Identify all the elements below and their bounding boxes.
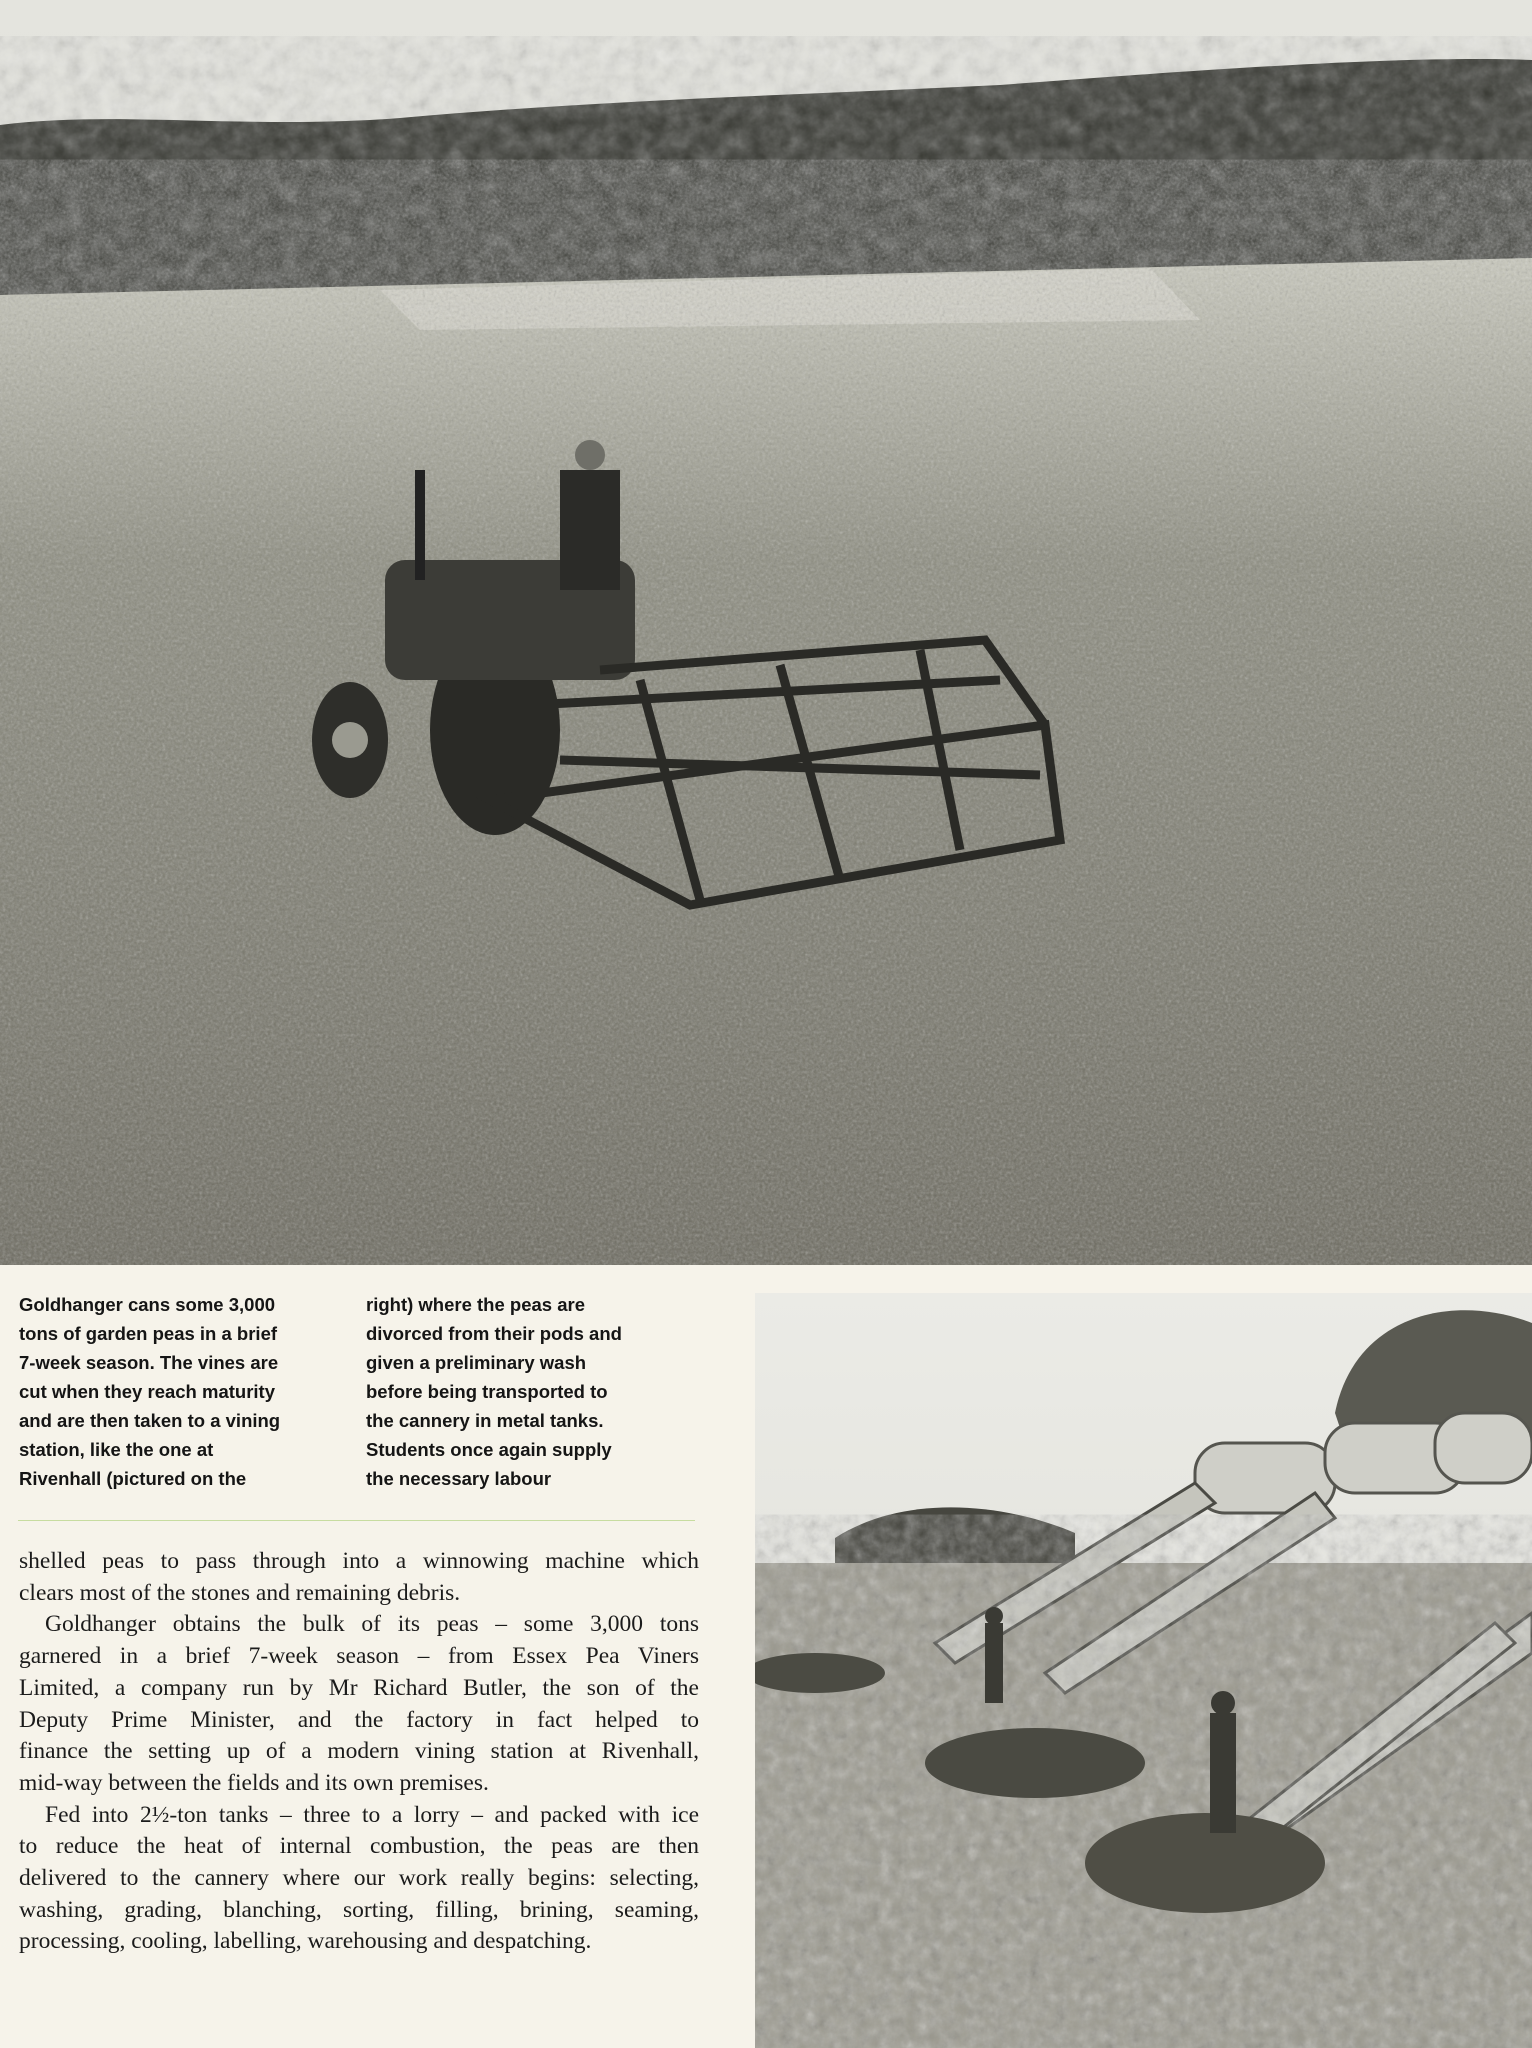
body-line: to reduce the heat of internal combustion, the peas are then: [19, 1833, 699, 1860]
caption-line: given a preliminary wash: [366, 1352, 587, 1373]
body-text: [19, 1546, 699, 1958]
body-line: processing, cooling, labelling, warehousing and despatching.: [19, 1928, 592, 1955]
vining-station-photo: [755, 1293, 1532, 2048]
body-line: delivered to the cannery where our work really begins: selecting,: [19, 1865, 699, 1892]
caption-line: the necessary labour: [366, 1468, 552, 1489]
caption-line: Students once again supply: [366, 1439, 612, 1460]
body-line: mid-way between the fields and its own premises.: [19, 1769, 489, 1796]
caption-line: before being transported to: [366, 1381, 608, 1402]
caption-line: right) where the peas are: [366, 1294, 585, 1315]
photo-caption-column-1: [19, 1290, 339, 1493]
body-line: garnered in a brief 7-week season – from Essex Pea Viners: [19, 1643, 699, 1670]
body-line: Goldhanger obtains the bulk of its peas – some 3,000 tons: [45, 1611, 699, 1638]
caption-line: the cannery in metal tanks.: [366, 1410, 604, 1431]
caption-line: station, like the one at: [19, 1439, 214, 1460]
body-line: washing, grading, blanching, sorting, filling, brining, seaming,: [19, 1896, 699, 1923]
caption-line: Goldhanger cans some 3,000: [19, 1294, 276, 1315]
body-line: Limited, a company run by Mr Richard Butler, the son of the: [19, 1674, 699, 1701]
body-line: clears most of the stones and remaining debris.: [19, 1579, 461, 1606]
photo-caption-column-2: [366, 1290, 686, 1493]
caption-line: tons of garden peas in a brief: [19, 1323, 278, 1344]
caption-line: Rivenhall (pictured on the: [19, 1468, 247, 1489]
body-line: Deputy Prime Minister, and the factory in fact helped to: [19, 1706, 699, 1733]
divider-rule: [18, 1520, 695, 1521]
caption-line: 7-week season. The vines are: [19, 1352, 279, 1373]
body-line: shelled peas to pass through into a winnowing machine which: [19, 1548, 699, 1574]
caption-line: divorced from their pods and: [366, 1323, 622, 1344]
body-line: finance the setting up of a modern vining station at Rivenhall,: [19, 1738, 699, 1765]
body-line: Fed into 2½-ton tanks – three to a lorry – and packed with ice: [45, 1801, 699, 1828]
caption-line: and are then taken to a vining: [19, 1410, 281, 1431]
caption-line: cut when they reach maturity: [19, 1381, 275, 1402]
